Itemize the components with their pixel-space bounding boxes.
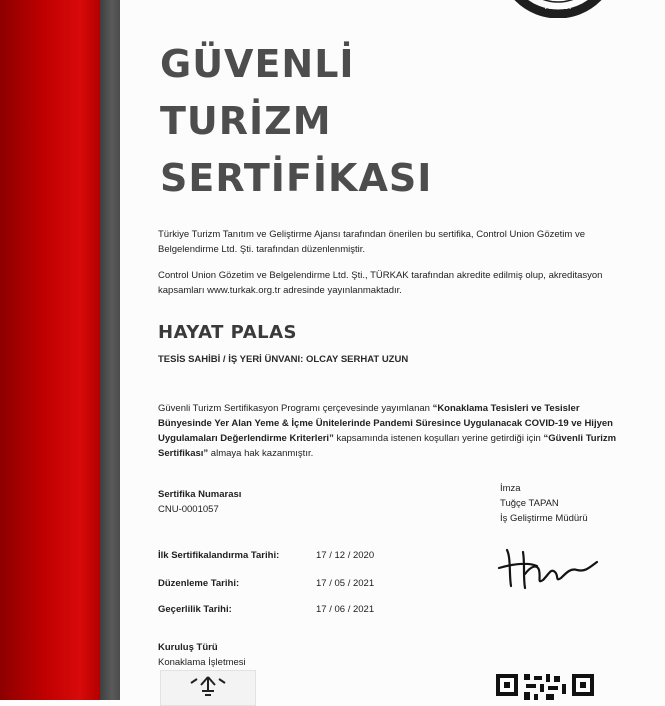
initial-cert-date: 17 / 12 / 2020 <box>316 550 375 561</box>
statement-criteria: “Konaklama Tesisleri ve Tesisler Bünyesinde Yer Alan Yeme & İçme Ünitelerinde Pandemi Süresince Uygulanacak COVID-19 ve Hijyen Uygulamaları Değerlendirme Kriterleri” <box>158 403 613 444</box>
issue-date-label: Düzenleme Tarihi: <box>158 578 240 589</box>
signature-label: İmza <box>500 483 521 494</box>
establishment-type-label: Kuruluş Türü <box>158 642 218 653</box>
title-line-3: SERTİFİKASI <box>160 156 433 200</box>
statement-certificate-name: “Güvenli Turizm Sertifikası” <box>158 433 617 459</box>
statement-part-1: Güvenli Turizm Sertifikasyon Programı çerçevesinde yayımlanan <box>158 403 433 414</box>
title-line-2: TURİZM <box>160 99 332 143</box>
seal-emblem <box>510 0 606 18</box>
issue-date: 17 / 05 / 2021 <box>316 578 375 589</box>
intro-paragraph-2: Control Union Gözetim ve Belgelendirme Ltd. Şti., TÜRKAK tarafından akredite edilmiş olup, akreditasyon kapsamları www.turkak.org.tr adresinde yayınlanmaktadır. <box>158 270 603 296</box>
statement-part-3: almaya hak kazanmıştır. <box>208 448 314 459</box>
signatory-name: Tuğçe TAPAN <box>500 498 559 509</box>
intro-paragraph-1: Türkiye Turizm Tanıtım ve Geliştirme Ajansı tarafından önerilen bu sertifika, Control Union Gözetim ve Belgelendirme Ltd. Şti. tarafından düzenlenmiştir. <box>158 229 585 255</box>
certificate-title <box>160 36 432 207</box>
validity-date-label: Geçerlilik Tarihi: <box>158 604 232 615</box>
initial-cert-date-label: İlk Sertifikalandırma Tarihi: <box>158 550 280 561</box>
certification-statement <box>158 401 620 461</box>
establishment-emblem <box>160 670 256 706</box>
facility-name: HAYAT PALAS <box>158 322 297 343</box>
certificate-number-label: Sertifika Numarası <box>158 489 242 500</box>
red-side-band <box>0 0 100 700</box>
seal-text: TURKEY <box>543 4 573 11</box>
validity-date: 17 / 06 / 2021 <box>316 604 375 615</box>
statement-part-2: kapsamında istenen koşulları yerine getirdiği için <box>333 433 544 444</box>
qr-code <box>494 670 596 704</box>
grey-side-band <box>100 0 120 700</box>
signatory-role: İş Geliştirme Müdürü <box>500 513 588 524</box>
signatory-block <box>500 481 588 526</box>
title-line-1: GÜVENLİ <box>160 42 355 86</box>
establishment-type: Konaklama İşletmesi <box>158 657 246 668</box>
certificate-number: CNU-0001057 <box>158 504 219 515</box>
facility-owner: TESİS SAHİBİ / İŞ YERİ ÜNVANI: OLCAY SERHAT UZUN <box>158 354 409 365</box>
handwritten-signature <box>493 540 605 596</box>
